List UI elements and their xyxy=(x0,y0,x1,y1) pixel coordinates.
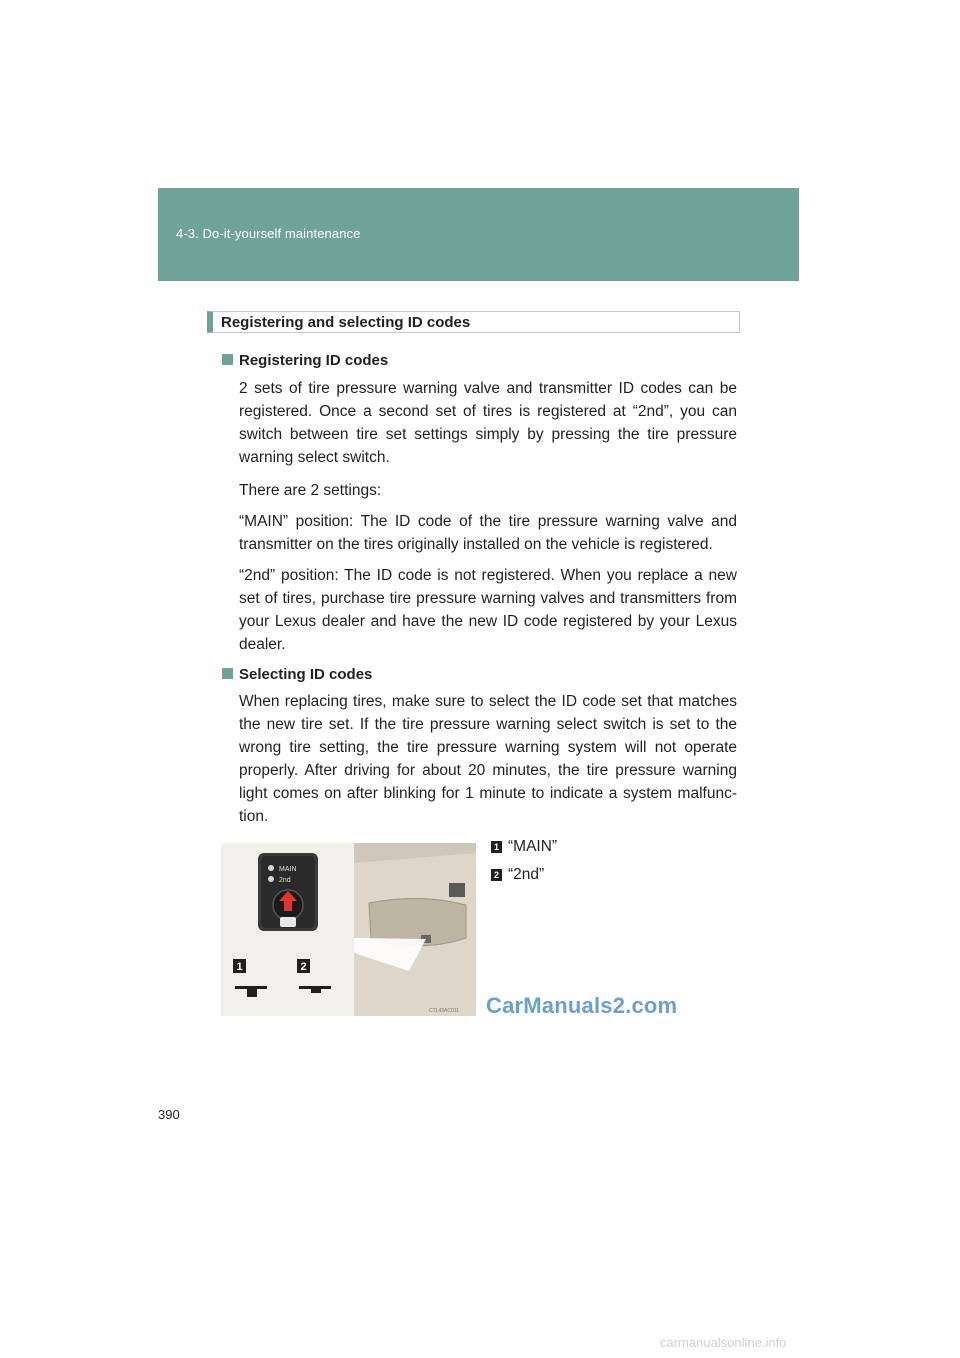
section-breadcrumb: 4-3. Do-it-yourself maintenance xyxy=(176,226,361,241)
legend-number-2: 2 xyxy=(491,869,502,881)
subheading-selecting: Selecting ID codes xyxy=(222,666,372,683)
switch-label-main: MAIN xyxy=(279,866,297,873)
legend-item-1 xyxy=(491,838,557,856)
figure-code: CTL43AC011 xyxy=(429,1008,459,1014)
subheading-registering: Registering ID codes xyxy=(222,352,388,369)
paragraph-registering-1: 2 sets of tire pressure warning valve and transmitter ID codes can be registered. Once a second set of tires is registered at “2nd”, you can switch between tire set settings simply by pressing the tire pressure warning select switch. xyxy=(239,380,737,466)
position-1-button xyxy=(247,989,257,997)
callout-1: 1 xyxy=(236,961,243,973)
switch-illustration-svg xyxy=(221,843,476,1016)
paragraph-registering-3: “MAIN” position: The ID code of the tire pressure warning valve and transmitter on the tires originally installed on the vehicle is registered. xyxy=(239,513,737,553)
switch-icon xyxy=(280,917,296,927)
legend-label-2: “2nd” xyxy=(508,866,545,883)
page-number: 390 xyxy=(158,1107,180,1122)
vent-shape xyxy=(449,883,465,897)
switch-label-2nd: 2nd xyxy=(279,877,291,884)
position-1-line xyxy=(235,986,267,989)
header-band xyxy=(158,188,799,281)
legend-number-1: 1 xyxy=(491,841,502,853)
position-2-line xyxy=(299,986,331,989)
paragraph-registering-4: “2nd” position: The ID code is not registered. When you replace a new set of tires, purchase tire pressure warning valves and transmitters from your Lexus dealer and have the new ID code registered by your Lexus dealer. xyxy=(239,567,737,653)
switch-illustration xyxy=(221,843,476,1016)
paragraph-registering-2: There are 2 settings: xyxy=(239,482,382,499)
legend-item-2 xyxy=(491,866,544,884)
paragraph-selecting-1: When replacing tires, make sure to select the ID code set that matches the new tire set. If the tire pressure warning select switch is set to the wrong tire setting, the tire pressure warning system will not operate properly. After driving for about 20 minutes, the tire pressure warning light comes on after blinking for 1 minute to indicate a system malfunc-tion. xyxy=(239,693,737,825)
position-2-button xyxy=(311,989,321,993)
callout-2: 2 xyxy=(300,961,307,973)
footer-watermark: carmanualsonline.info xyxy=(660,1335,787,1350)
legend-label-1: “MAIN” xyxy=(508,838,558,855)
square-bullet-icon xyxy=(222,668,233,679)
second-indicator xyxy=(268,876,274,882)
watermark: CarManuals2.com xyxy=(486,993,678,1018)
section-title: Registering and selecting ID codes xyxy=(221,314,471,331)
square-bullet-icon xyxy=(222,354,233,365)
main-indicator xyxy=(268,865,274,871)
section-title-box xyxy=(207,311,740,333)
